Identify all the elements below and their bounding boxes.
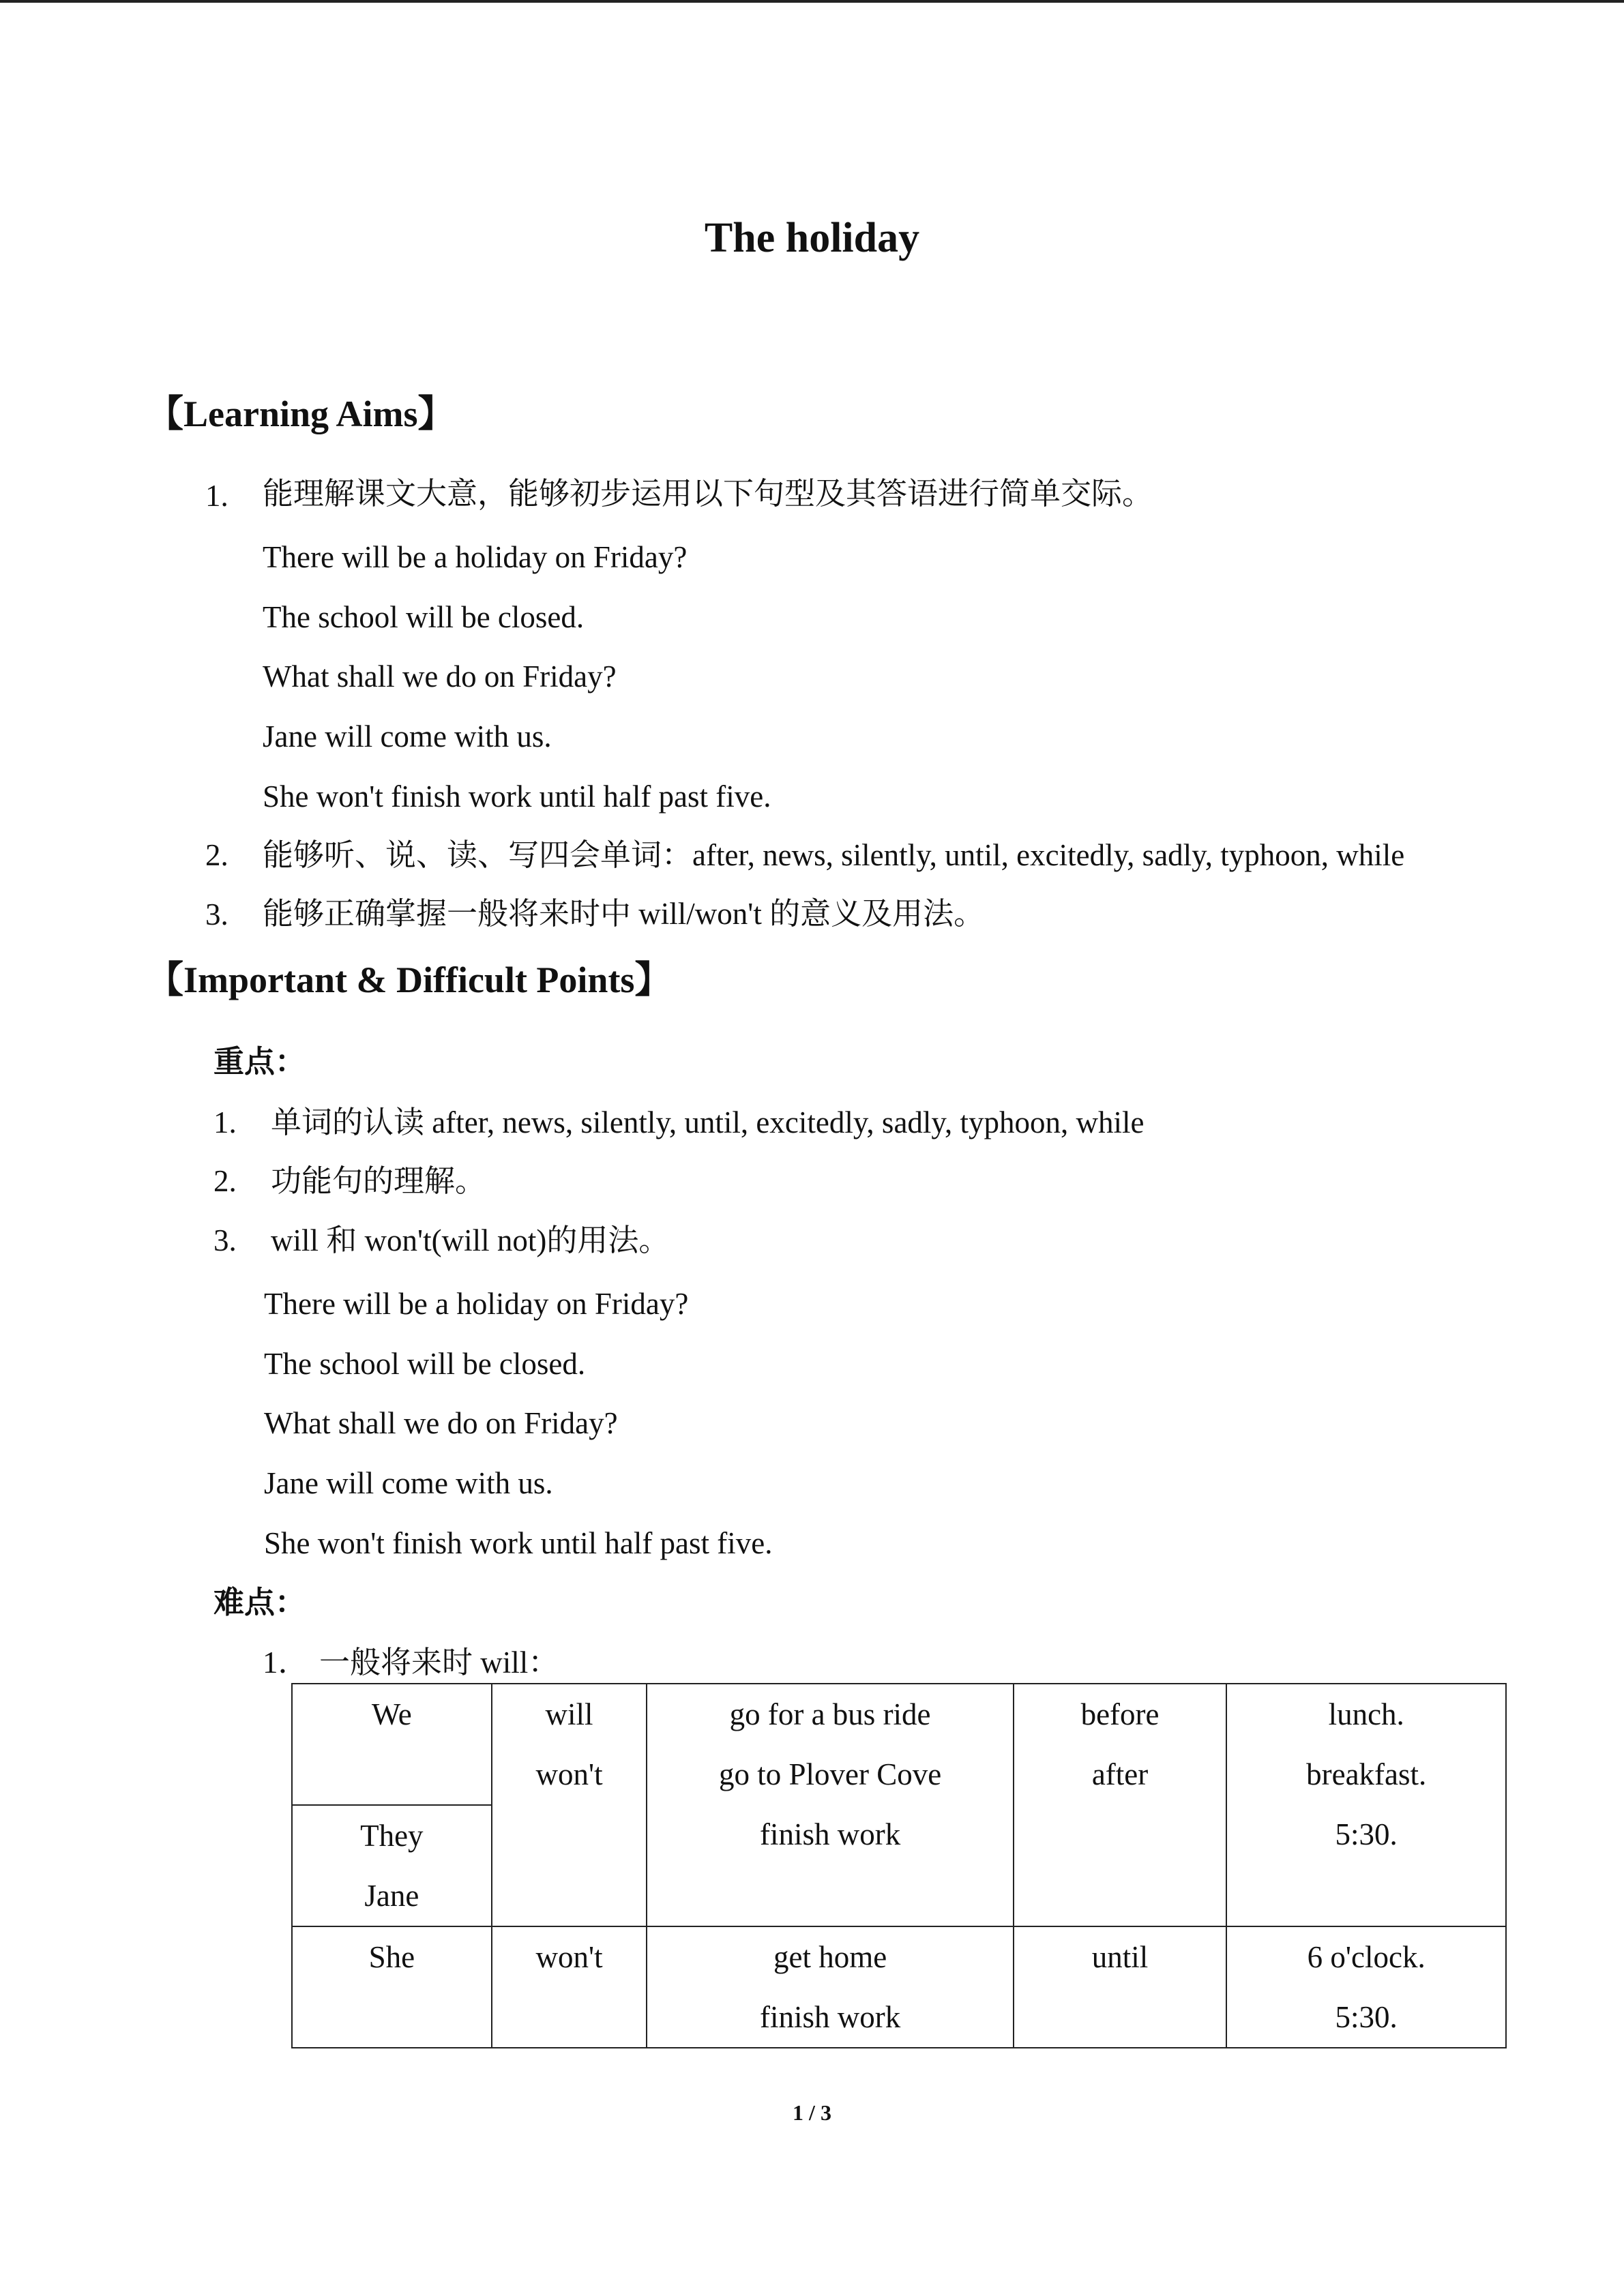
- table-cell-action-2: get home finish work: [647, 1926, 1013, 2048]
- aim-sentence-1: There will be a holiday on Friday?: [263, 540, 688, 574]
- table-cell-preposition-until: until: [1014, 1926, 1227, 2048]
- aim-sentence-3: What shall we do on Friday?: [263, 659, 617, 694]
- aim-1-number: 1.: [205, 479, 228, 513]
- table-row: [292, 1684, 1506, 1805]
- aim-3-number: 3.: [205, 897, 228, 931]
- key-2-number: 2.: [213, 1164, 237, 1198]
- page-number: 1 / 3: [793, 2100, 831, 2125]
- aim-2-number: 2.: [205, 838, 228, 872]
- aim-sentence-2: The school will be closed.: [263, 600, 585, 634]
- key-1-text: 单词的认读 after, news, silently, until, excitedly, sadly, typhoon, while: [271, 1105, 1145, 1139]
- table-row: [292, 1926, 1506, 2048]
- aim-sentence-5: She won't finish work until half past five.: [263, 779, 771, 814]
- table-cell-action: go for a bus ride go to Plover Cove finish work: [647, 1684, 1013, 1926]
- aim-3-text: 能够正确掌握一般将来时中 will/won't 的意义及用法。: [263, 897, 985, 931]
- key-3-text: will 和 won't(will not)的用法。: [271, 1223, 670, 1257]
- difficult-points-label: 难点：: [213, 1585, 306, 1620]
- key-2-text: 功能句的理解。: [271, 1164, 486, 1198]
- key-sentence-2: The school will be closed.: [264, 1347, 586, 1381]
- grammar-table: [291, 1683, 1507, 2048]
- learning-aims-heading: 【Learning Aims】: [147, 393, 455, 434]
- table-cell-time-2: 6 o'clock. 5:30.: [1226, 1926, 1506, 2048]
- table-cell-subject-they-jane: They Jane: [292, 1805, 492, 1926]
- key-sentence-4: Jane will come with us.: [264, 1466, 553, 1500]
- table-cell-verb: will won't: [492, 1684, 647, 1926]
- aim-1-text: 能理解课文大意，能够初步运用以下句型及其答语进行简单交际。: [263, 477, 1153, 511]
- top-border: [0, 0, 1624, 3]
- difficult-1-number: 1．: [263, 1645, 309, 1680]
- aim-2-text: 能够听、说、读、写四会单词：after, news, silently, until, excitedly, sadly, typhoon, while: [263, 838, 1405, 872]
- table-cell-subject-she: She: [292, 1926, 492, 2048]
- key-sentence-1: There will be a holiday on Friday?: [264, 1287, 689, 1321]
- difficult-1-text: 一般将来时 will：: [319, 1645, 559, 1680]
- key-sentence-5: She won't finish work until half past five.: [264, 1526, 773, 1560]
- table-cell-subject-we: We: [292, 1684, 492, 1805]
- key-sentence-3: What shall we do on Friday?: [264, 1406, 618, 1440]
- table-cell-time: lunch. breakfast. 5:30.: [1226, 1684, 1506, 1926]
- table-cell-preposition: before after: [1014, 1684, 1227, 1926]
- key-1-number: 1.: [213, 1105, 237, 1139]
- important-points-heading: 【Important & Difficult Points】: [147, 959, 672, 1000]
- table-cell-verb-wont: won't: [492, 1926, 647, 2048]
- page-title: The holiday: [704, 215, 920, 261]
- key-points-label: 重点：: [213, 1045, 306, 1079]
- aim-sentence-4: Jane will come with us.: [263, 719, 552, 754]
- key-3-number: 3.: [213, 1223, 237, 1257]
